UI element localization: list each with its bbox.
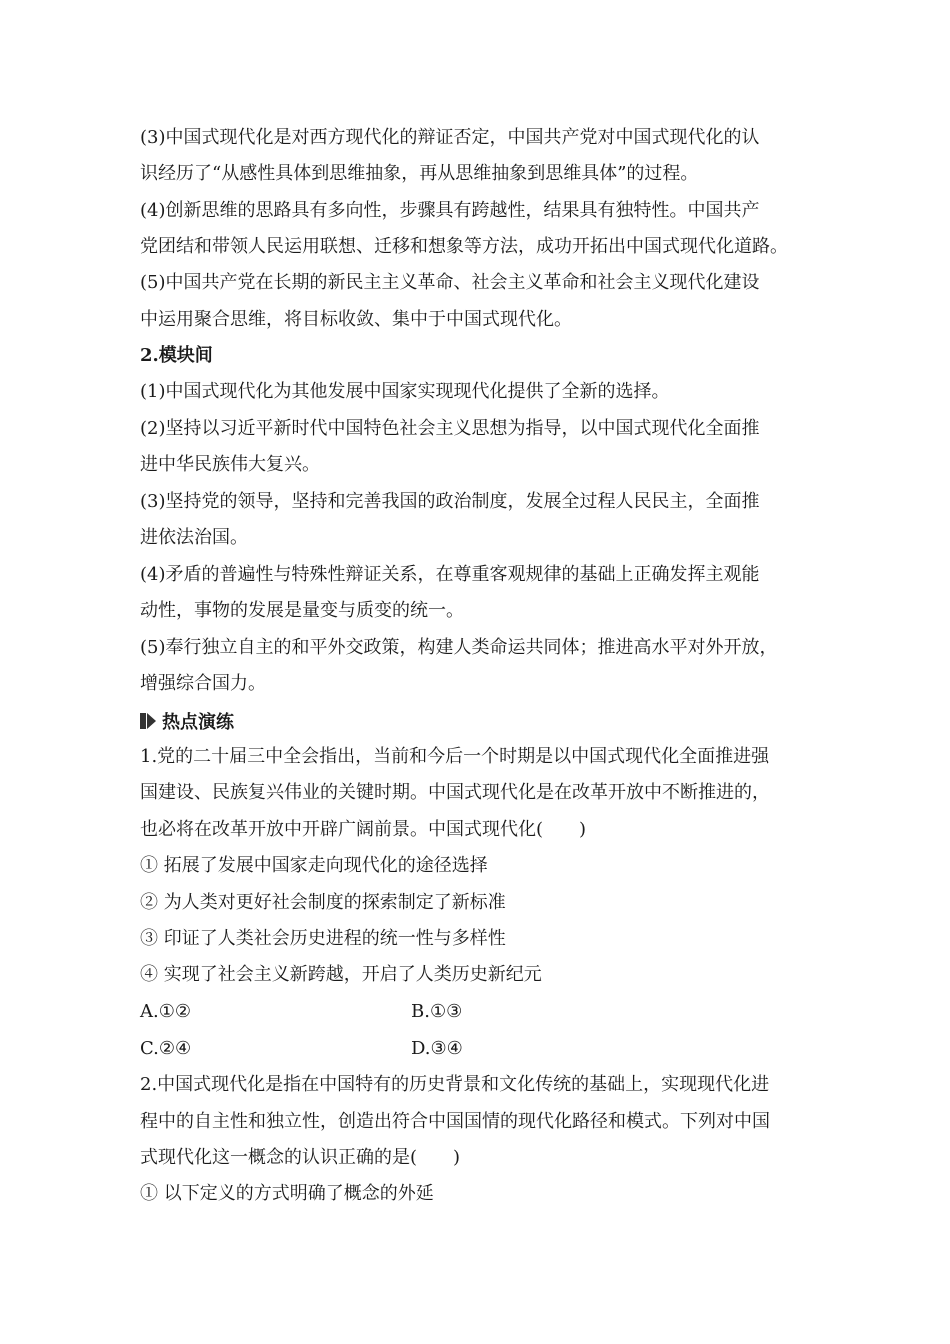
module-point-5-line-1: (5)奉行独立自主的和平外交政策，构建人类命运共同体；推进高水平对外开放， <box>140 637 778 658</box>
paragraph-4-line-1: (4)创新思维的思路具有多向性，步骤具有跨越性，结果具有独特性。中国共产 <box>140 200 760 221</box>
question-1-line-2: 国建设、民族复兴伟业的关键时期。中国式现代化是在改革开放中不断推进的， <box>140 782 770 803</box>
question-2-line-1: 2.中国式现代化是指在中国特有的历史背景和文化传统的基础上，实现现代化进 <box>140 1074 770 1095</box>
section-header-practice <box>140 710 234 732</box>
paragraph-3-line-2: 识经历了“从感性具体到思维抽象，再从思维抽象到思维具体”的过程。 <box>140 163 699 184</box>
question-1-option-a: A.①② <box>140 1001 191 1022</box>
question-2-line-3: 式现代化这一概念的认识正确的是( ) <box>140 1147 461 1168</box>
paragraph-3-line-1: (3)中国式现代化是对西方现代化的辩证否定，中国共产党对中国式现代化的认 <box>140 127 760 148</box>
module-point-3-line-2: 进依法治国。 <box>140 527 248 548</box>
module-point-4-line-1: (4)矛盾的普遍性与特殊性辩证关系，在尊重客观规律的基础上正确发挥主观能 <box>140 564 760 585</box>
module-point-5-line-2: 增强综合国力。 <box>140 673 266 694</box>
question-1-option-c: C.②④ <box>140 1038 192 1059</box>
question-2-line-2: 程中的自主性和独立性，创造出符合中国国情的现代化路径和模式。下列对中国 <box>140 1111 770 1132</box>
paragraph-5-line-1: (5)中国共产党在长期的新民主主义革命、社会主义革命和社会主义现代化建设 <box>140 272 760 293</box>
module-point-4-line-2: 动性，事物的发展是量变与质变的统一。 <box>140 600 464 621</box>
module-point-2-line-2: 进中华民族伟大复兴。 <box>140 454 320 475</box>
question-1-statement-2: ② 为人类对更好社会制度的探索制定了新标准 <box>140 892 506 913</box>
question-1-option-b: B.①③ <box>411 1001 463 1022</box>
question-1-statement-4: ④ 实现了社会主义新跨越，开启了人类历史新纪元 <box>140 964 542 985</box>
section-heading-modules: 2.模块间 <box>140 345 213 366</box>
module-point-2-line-1: (2)坚持以习近平新时代中国特色社会主义思想为指导，以中国式现代化全面推 <box>140 418 760 439</box>
paragraph-4-line-2: 党团结和带领人民运用联想、迁移和想象等方法，成功开拓出中国式现代化道路。 <box>140 236 788 257</box>
module-point-1: (1)中国式现代化为其他发展中国家实现现代化提供了全新的选择。 <box>140 381 670 402</box>
module-point-3-line-1: (3)坚持党的领导，坚持和完善我国的政治制度，发展全过程人民民主，全面推 <box>140 491 760 512</box>
question-1-option-d: D.③④ <box>411 1038 463 1059</box>
question-1-line-1: 1.党的二十届三中全会指出，当前和今后一个时期是以中国式现代化全面推进强 <box>140 746 770 767</box>
section-marker-icon <box>140 712 156 730</box>
paragraph-5-line-2: 中运用聚合思维，将目标收敛、集中于中国式现代化。 <box>140 309 572 330</box>
section-title: 热点演练 <box>162 712 234 733</box>
question-1-line-3: 也必将在改革开放中开辟广阔前景。中国式现代化( ) <box>140 819 587 840</box>
question-1-statement-3: ③ 印证了人类社会历史进程的统一性与多样性 <box>140 928 506 949</box>
question-1-statement-1: ① 拓展了发展中国家走向现代化的途径选择 <box>140 855 488 876</box>
question-2-statement-1: ① 以下定义的方式明确了概念的外延 <box>140 1183 434 1204</box>
